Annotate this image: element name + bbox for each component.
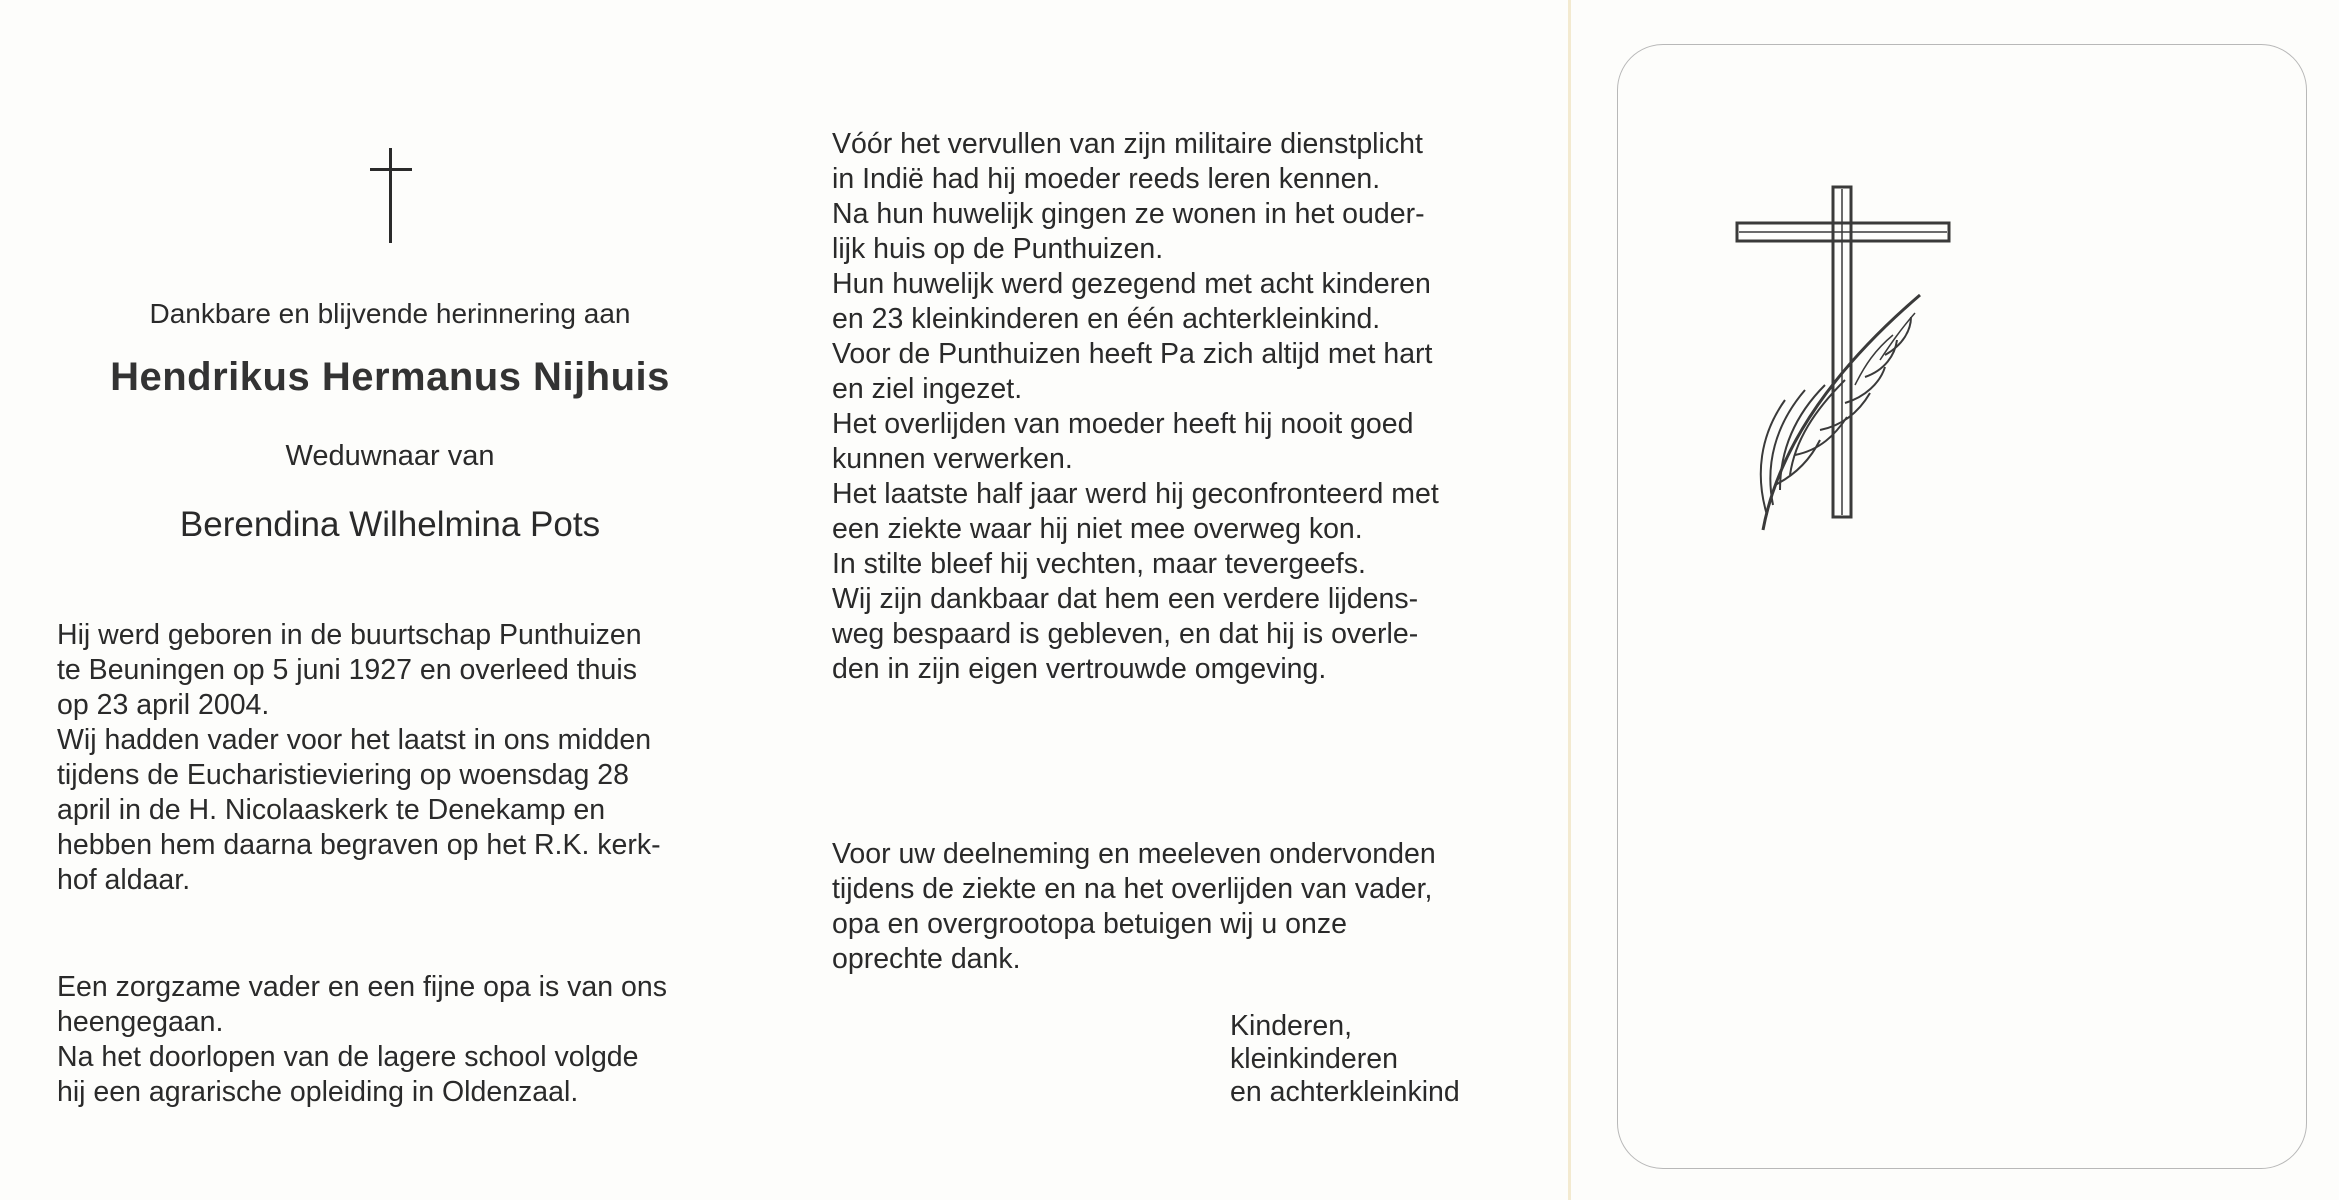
signature-line: Kinderen, [1230,1010,1353,1042]
text-line: Wij zijn dankbaar dat hem een verdere lijdens- [832,583,1419,615]
text-line: hebben hem daarna begraven op het R.K. kerk- [57,829,661,861]
text-line: kunnen verwerken. [832,443,1073,475]
text-line: en 23 kleinkinderen en één achterkleinkind. [832,303,1381,335]
text-line: Hun huwelijk werd gezegend met acht kinderen [832,268,1431,300]
text-line: opa en overgrootopa betuigen wij u onze [832,908,1347,940]
cross-icon [389,148,392,243]
text-line: tijdens de Eucharistieviering op woensdag 28 [57,759,629,791]
text-line: in Indië had hij moeder reeds leren kennen. [832,163,1381,195]
spouse-name: Berendina Wilhelmina Pots [179,505,601,544]
text-line: Na het doorlopen van de lagere school volgde [57,1041,639,1073]
widower-text: Weduwnaar van [285,440,495,472]
signature-line: kleinkinderen [1230,1043,1398,1075]
text-line: heengegaan. [57,1006,224,1038]
text-line: Na hun huwelijk gingen ze wonen in het ouder- [832,198,1425,230]
text-line: den in zijn eigen vertrouwde omgeving. [832,653,1327,685]
text-line: Vóór het vervullen van zijn militaire dienstplicht [832,128,1423,160]
life-story-paragraph [832,127,1492,687]
text-line: tijdens de ziekte en na het overlijden van vader, [832,873,1433,905]
text-line: hij een agrarische opleiding in Oldenzaal. [57,1076,579,1108]
text-line: en ziel ingezet. [832,373,1023,405]
text-line: Wij hadden vader voor het laatst in ons midden [57,724,652,756]
text-line: lijk huis op de Punthuizen. [832,233,1164,265]
text-line: Een zorgzame vader en een fijne opa is van ons [57,971,667,1003]
cross-with-palm-icon [1735,185,1965,535]
text-line: Voor de Punthuizen heeft Pa zich altijd met hart [832,338,1433,370]
thanks-paragraph [832,837,1492,977]
text-line: Hij werd geboren in de buurtschap Punthuizen [57,619,642,651]
signature-block [1230,1010,1460,1109]
text-line: april in de H. Nicolaaskerk te Denekamp en [57,794,606,826]
text-line: weg bespaard is gebleven, en dat hij is overle- [832,618,1419,650]
biography-paragraph [57,618,717,898]
deceased-name: Hendrikus Hermanus Nijhuis [110,355,670,399]
character-paragraph [57,970,717,1110]
text-line: Het laatste half jaar werd hij geconfronteerd met [832,478,1439,510]
left-page [0,0,780,1200]
text-line: te Beuningen op 5 juni 1927 en overleed thuis [57,654,637,686]
text-line: hof aldaar. [57,864,191,896]
text-line: Het overlijden van moeder heeft hij nooit goed [832,408,1414,440]
signature-line: en achterkleinkind [1230,1076,1460,1108]
text-line: Voor uw deelneming en meeleven ondervonden [832,838,1436,870]
dedication-text: Dankbare en blijvende herinnering aan [149,298,631,329]
text-line: oprechte dank. [832,943,1021,975]
text-line: In stilte bleef hij vechten, maar tevergeefs. [832,548,1366,580]
text-line: op 23 april 2004. [57,689,270,721]
text-line: een ziekte waar hij niet mee overweg kon. [832,513,1363,545]
cross-icon-bar [370,168,412,171]
